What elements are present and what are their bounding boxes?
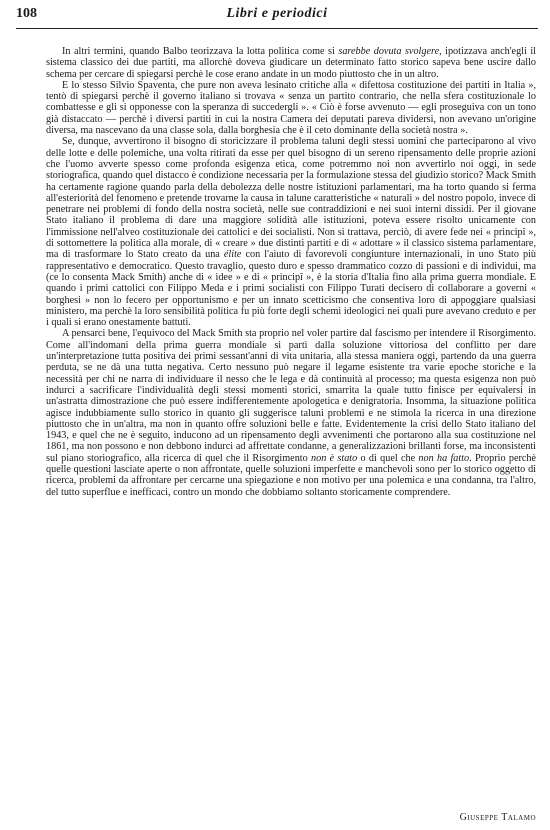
running-title: Libri e periodici [226,6,328,21]
text-run: E lo stesso Silvio Spaventa, che pure non aveva lesinato critiche alla « difettosa costituzione dei partiti in Italia », tentò di spiegarsi perchè il governo italiano si trovava « senza un partito contrario, che nella sfera costituzionale lo combattesse e gli si opponesse con la speranza di succedergli ». « Ciò è forse avvenuto — egli proseguiva con un tono già distaccato — perchè i diversi partiti in cui la nostra Camera dei deputati pareva dividersi, non avevano un'origine diversa, ma nascevano da una classe sola, dalla borghesia che è il ceto dominante della società nostra ». [46,79,536,137]
paragraph [46,328,536,497]
text-run: A pensarci bene, l'equivoco del Mack Smith sta proprio nel voler partire dal fascismo per intendere il Risorgimento. Come all'indomani della prima guerra mondiale si partì dalla soluzione vittoriosa del conflitto per dare un'interpretazione tutta positiva dei primi sessant'anni di vita unitaria, alla stessa maniera oggi, partendo da una guerra perduta, se ne dà una tutta negativa. Certo nessuno può negare il legame esistente tra varie epoche storiche e la necessità per chi ne narra di individuare il nesso che le lega e dà continuità al processo; ma questa esigenza non può indurci a sacrificare l'individualità degli stessi momenti storici, smarrita la quale tutto finisce per equivalersi in un'astratta dimostrazione che può essere indifferentemente apologetica e denigratoria. Insomma, la situazione politica agisce indubbiamente sullo storico in quanto gli suggerisce taluni problemi e ne stimola la ricerca in una direzione piuttosto che in un'altra, ma non in quanto offre soluzioni belle e fatte. Evidentemente la crisi dello Stato italiano del 1943, e quel che ne è seguito, inducono ad un ripensamento degli avvenimenti che portarono alla sua costituzione nel 1861, ma non possono e non debbono indurci ad affrettate condanne, a generalizzazioni brillanti forse, ma inconsistenti sul piano storiografico, alla ricerca di quel che il Risorgimento [46,328,536,464]
italic-text: sarebbe dovuta svolgere [338,46,440,57]
text-run: Se, dunque, avvertirono il bisogno di storicizzare il problema taluni degli stessi uomini che parteciparono al vivo delle lotte e delle polemiche, una volta ritirati da esse per quel bisogno di un sereno ripensamento delle proprie azioni che l'uomo avverte spesso come profonda esigenza etica, come potremmo noi non avvertirlo noi oggi, in sede storiografica, quando quel distacco è condizione necessaria per la formulazione stessa del giudizio storico? Mack Smith ha certamente ragione quando parla della debolezza delle nostre istituzioni parlamentari, ma ha torto quando si ferma all'esteriorità del fenomeno e pretende trovarne la causa in talune caratteristiche « naturali » del nostro popolo, invece di penetrare nei problemi di fondo della nostra società, nelle sue contraddizioni e nei suoi interni dissidi. Per il giovane Stato italiano il problema di dare una maggiore solidità alle istituzioni, poteva essere risolto unicamente con l'immissione nell'alveo costituzionale dei cattolici e dei socialisti. Non si trattava, perciò, di avere fede nei « principî », di sottomettere la politica alla morale, di « creare » due distinti partiti e di « adottare » il classico sistema parlamentare, ma di trasformare lo Stato creato da una [46,136,536,261]
italic-text: non ha fatto [418,452,470,464]
paragraph [46,136,536,328]
paragraph [46,46,536,80]
author-signature: Giuseppe Talamo [459,812,536,823]
page-number: 108 [16,6,37,21]
text-run: o di quel che [357,452,419,464]
paragraph [46,80,536,136]
italic-text: non è stato [311,452,358,464]
text-run: In altri termini, quando Balbo teorizzava la lotta politica come si [62,46,339,57]
text-run: . Proprio perchè quelle questioni lasciate aperte o non affrontate, quelle soluzioni imperfette e manchevoli sono per lo storico oggetto di ricerca, problemi da affrontare per cercarne una spiegazione e non motivo per una polemica e una condanna, tra l'altro, del tutto superflue e inefficaci, contro un mondo che dobbiamo soltanto storicamente comprendere. [46,452,536,498]
italic-text: élite [223,249,242,261]
text-run: con l'aiuto di favorevoli congiunture internazionali, in uno Stato più rappresentativo e democratico. Questo travaglio, questo duro e spesso drammatico cozzo di passioni e di individui, ma (ce lo consenta Mack Smith) anche di « idee » e di « principî », è la storia d'Italia fino alla prima guerra mondiale. E quando i primi cattolici con Filippo Meda e i primi socialisti con Filippo Turati decisero di collaborare a governi « borghesi » non lo fecero per opportunismo e per un innato scetticismo che consentiva loro di appoggiare qualsiasi ministero, ma perchè la loro sensibilità politica fu più forte degli schemi ideologici nei quali pure avevano creduto e per i quali si erano onestamente battuti. [46,249,536,329]
text-run: , ipotizzava anch'egli il sistema classico dei due partiti, ma allorchè doveva giudicare un determinato fatto storico sapeva bene uscire dallo schema per cercare di spiegarsi perchè le cose erano andate in un modo piuttosto che in un altro. [46,46,536,80]
page-header [16,6,538,26]
header-rule [16,28,538,29]
body-text [46,46,536,498]
